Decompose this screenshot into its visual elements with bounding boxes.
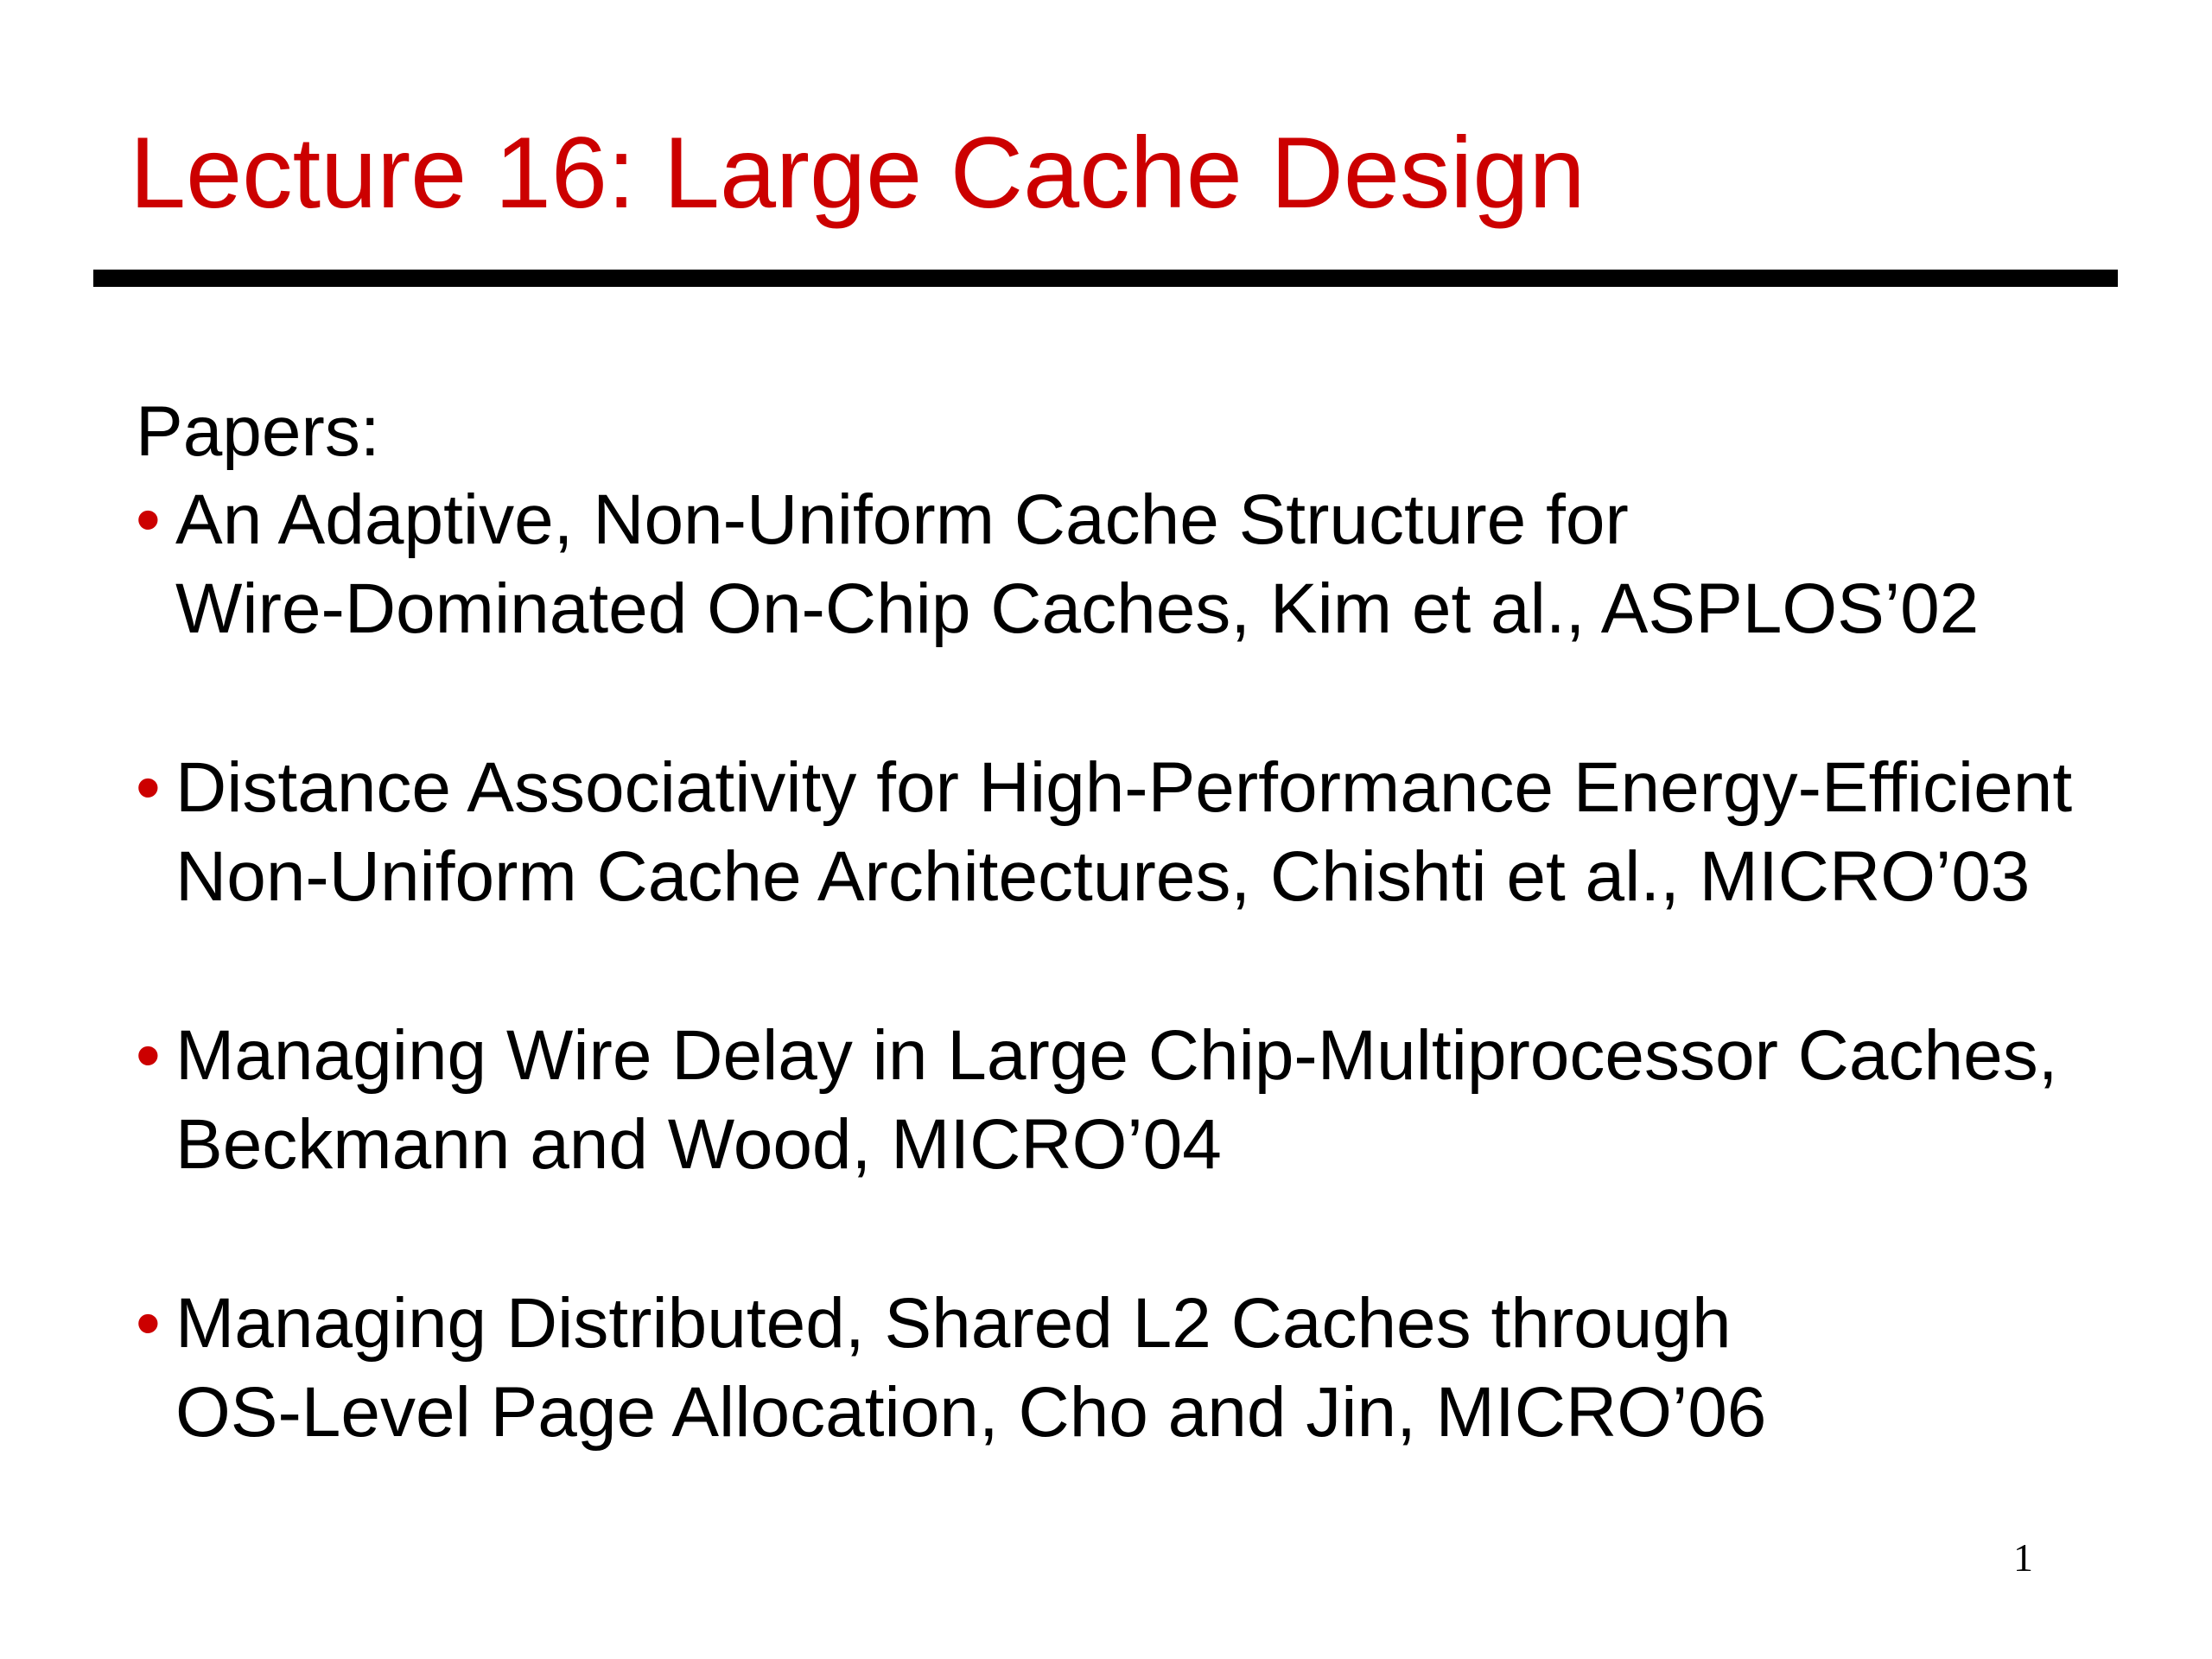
paper-title-text: Distance Associativity for High-Performance Energy-Efficient xyxy=(175,748,2073,827)
paper-title-text: Managing Distributed, Shared L2 Caches through xyxy=(175,1284,1732,1363)
paper-item xyxy=(136,743,2072,921)
paper-citation-text: Beckmann and Wood, MICRO’04 xyxy=(175,1105,1222,1184)
paper-citation-text: OS-Level Page Allocation, Cho and Jin, MICRO’06 xyxy=(175,1373,1767,1452)
bullet-icon: • xyxy=(136,748,161,827)
paper-line xyxy=(136,1279,1766,1368)
bullet-icon: • xyxy=(136,480,161,559)
paper-title-text: An Adaptive, Non-Uniform Cache Structure for xyxy=(175,480,1629,559)
paper-item xyxy=(136,1011,2058,1189)
paper-title-text: Managing Wire Delay in Large Chip-Multiprocessor Caches, xyxy=(175,1016,2058,1095)
slide-title: Lecture 16: Large Cache Design xyxy=(130,116,1586,229)
paper-line xyxy=(136,743,2072,832)
bullet-icon: • xyxy=(136,1284,161,1363)
paper-item xyxy=(136,475,1979,653)
bullet-icon: • xyxy=(136,1016,161,1095)
page-number: 1 xyxy=(2013,1535,2033,1580)
papers-heading: Papers: xyxy=(136,392,380,471)
paper-line xyxy=(136,475,1979,564)
paper-citation-text: Wire-Dominated On-Chip Caches, Kim et al., ASPLOS’02 xyxy=(175,569,1980,648)
paper-item xyxy=(136,1279,1766,1457)
paper-line xyxy=(136,1011,2058,1100)
paper-citation-text: Non-Uniform Cache Architectures, Chishti et al., MICRO’03 xyxy=(175,837,2031,916)
title-divider xyxy=(93,270,2118,287)
